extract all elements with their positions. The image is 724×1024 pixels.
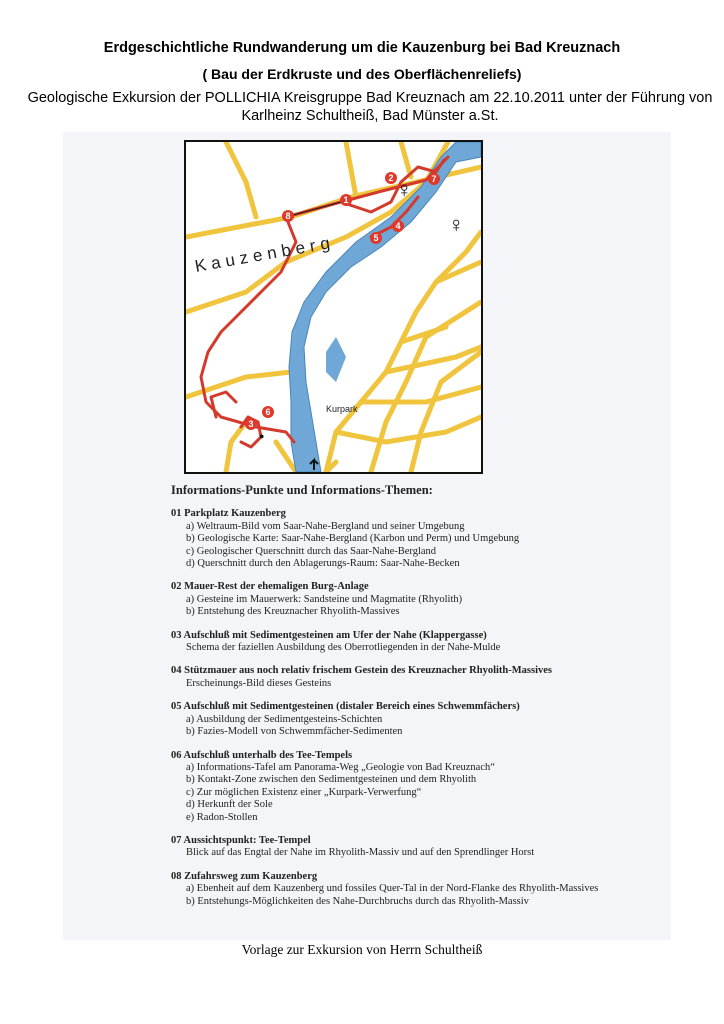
section-item: c) Geologischer Querschnitt durch das Saar-Nahe-Bergland — [186, 545, 437, 557]
info-section — [171, 871, 651, 908]
road — [361, 387, 481, 402]
marker-5 — [370, 232, 382, 244]
section-item: a) Ebenheit auf dem Kauzenberg und fossiles Quer-Tal in der Nord-Flanke des Rhyolith-Massives — [186, 883, 599, 895]
section-heading: 08 Zufahrsweg zum Kauzenberg — [171, 870, 318, 882]
route-map — [184, 140, 483, 474]
section-heading: 05 Aufschluß mit Sedimentgesteinen (distaler Bereich eines Schwemmfächers) — [171, 701, 520, 713]
info-section — [171, 508, 651, 570]
info-section — [171, 581, 651, 618]
footer-caption: Vorlage zur Exkursion von Herrn Schultheiß — [241, 942, 483, 957]
info-section — [171, 665, 651, 690]
svg-text:8: 8 — [285, 211, 291, 221]
scanned-handout — [63, 132, 671, 940]
tea-temple-icon: ● — [259, 431, 265, 441]
section-item: d) Herkunft der Sole — [186, 799, 273, 811]
section-item: Erscheinungs-Bild dieses Gesteins — [186, 677, 332, 689]
section-heading: 07 Aussichtspunkt: Tee-Tempel — [171, 834, 311, 846]
marker-3 — [245, 418, 257, 430]
marker-7 — [428, 173, 440, 185]
info-points — [171, 484, 651, 919]
intro-line-1: Geologische Exkursion der POLLICHIA Kreisgruppe Bad Kreuznach am 22.10.2011 unter der Führung von — [27, 90, 713, 106]
section-item: a) Ausbildung der Sedimentgesteins-Schichten — [186, 713, 383, 725]
map-label-kurpark: Kurpark — [326, 404, 358, 414]
document-intro — [20, 89, 720, 125]
section-item: a) Weltraum-Bild vom Saar-Nahe-Bergland und seiner Umgebung — [186, 520, 465, 532]
section-item: e) Radon-Stollen — [186, 811, 258, 823]
info-title: Informations-Punkte und Informations-Themen: — [171, 483, 433, 497]
section-item: b) Entstehungs-Möglichkeiten des Nahe-Durchbruchs durch das Rhyolith-Massiv — [186, 895, 529, 907]
svg-text:5: 5 — [373, 233, 379, 243]
castle-symbol-icon: ♀ — [448, 212, 465, 237]
road — [346, 142, 356, 197]
section-item: a) Informations-Tafel am Panorama-Weg „Geologie von Bad Kreuznach“ — [186, 761, 495, 773]
section-item: c) Zur möglichen Existenz einer „Kurpark-Verwerfung“ — [186, 786, 422, 798]
svg-text:6: 6 — [265, 407, 271, 417]
map-label-kauzenberg: Kauzenberg — [193, 232, 337, 276]
marker-4 — [392, 220, 404, 232]
info-section — [171, 835, 651, 860]
road — [411, 352, 481, 472]
road — [386, 347, 481, 372]
svg-text:1: 1 — [343, 195, 349, 205]
road — [401, 142, 411, 177]
section-item: d) Querschnitt durch den Ablagerungs-Raum: Saar-Nahe-Becken — [186, 558, 460, 570]
section-item: b) Entstehung des Kreuznacher Rhyolith-Massives — [186, 606, 400, 618]
marker-8 — [282, 210, 294, 222]
section-item: Blick auf das Engtal der Nahe im Rhyolith-Massiv und auf den Sprendlinger Horst — [186, 847, 535, 859]
marker-1 — [340, 194, 352, 206]
road — [226, 142, 256, 217]
road — [226, 422, 246, 472]
info-section — [171, 701, 651, 738]
section-item: Schema der faziellen Ausbildung des Oberrotliegenden in der Nahe-Mulde — [186, 642, 501, 654]
river-island — [326, 337, 346, 382]
section-item: a) Gesteine im Mauerwerk: Sandsteine und Magmatite (Rhyolith) — [186, 593, 463, 605]
svg-text:3: 3 — [248, 419, 254, 429]
marker-6 — [262, 406, 274, 418]
document-subtitle: ( Bau der Erdkruste und des Oberflächenreliefs) — [202, 66, 522, 82]
section-heading: 04 Stützmauer aus noch relativ frischem Gestein des Kreuznacher Rhyolith-Massives — [171, 665, 552, 677]
section-heading: 03 Aufschluß mit Sedimentgesteinen am Ufer der Nahe (Klappergasse) — [171, 629, 487, 641]
section-item: b) Fazies-Modell von Schwemmfächer-Sedimenten — [186, 726, 403, 738]
info-section — [171, 750, 651, 824]
footpath — [286, 202, 341, 217]
route-map-drawing — [186, 142, 481, 472]
section-item: b) Geologische Karte: Saar-Nahe-Bergland (Karbon und Perm) und Umgebung — [186, 533, 520, 545]
road — [336, 417, 481, 442]
svg-text:7: 7 — [431, 174, 437, 184]
section-heading: 02 Mauer-Rest der ehemaligen Burg-Anlage — [171, 581, 369, 593]
svg-text:2: 2 — [388, 173, 394, 183]
svg-text:4: 4 — [395, 221, 401, 231]
info-section — [171, 630, 651, 655]
intro-line-2: Karlheinz Schultheiß, Bad Münster a.St. — [241, 108, 499, 124]
document-title: Erdgeschichtliche Rundwanderung um die Kauzenburg bei Bad Kreuznach — [103, 40, 621, 56]
section-heading: 01 Parkplatz Kauzenberg — [171, 508, 286, 520]
section-item: b) Kontakt-Zone zwischen den Sedimentgesteinen und dem Rhyolith — [186, 774, 477, 786]
castle-symbol-icon: ♀ — [396, 177, 413, 202]
section-heading: 06 Aufschluß unterhalb des Tee-Tempels — [171, 749, 353, 761]
road — [371, 302, 481, 472]
